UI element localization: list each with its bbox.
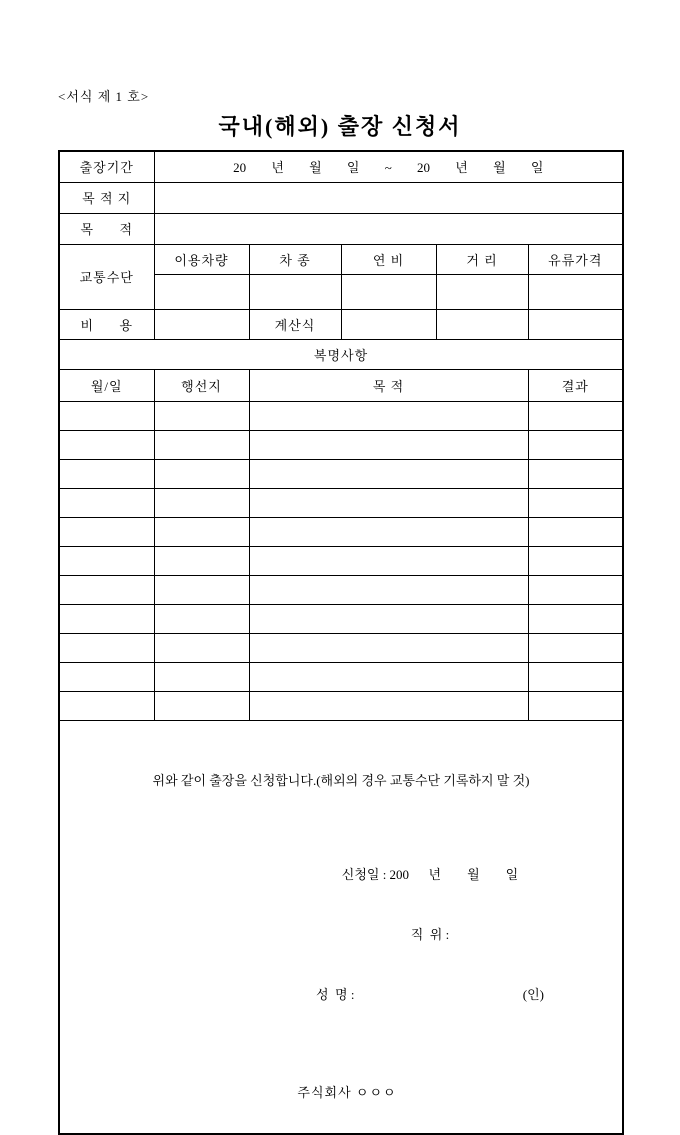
trip-period-label: 출장기간 — [59, 151, 154, 182]
cost-formula-cell-3 — [528, 309, 623, 339]
entry-date-cell — [59, 604, 154, 633]
entry-destination-cell — [154, 691, 249, 720]
transport-label: 교통수단 — [59, 244, 154, 309]
entry-destination-cell — [154, 401, 249, 430]
entry-result-cell — [528, 488, 623, 517]
transport-vehicle-cell — [154, 274, 249, 309]
entry-destination-cell — [154, 546, 249, 575]
entry-date-cell — [59, 575, 154, 604]
transport-header-row — [59, 244, 623, 274]
report-section-title: 복명사항 — [59, 339, 623, 369]
transport-model-cell — [249, 274, 341, 309]
destination-value-cell — [154, 182, 623, 213]
trip-period-row — [59, 151, 623, 182]
transport-col-model: 차 종 — [249, 244, 341, 274]
entry-result-cell — [528, 662, 623, 691]
cost-row — [59, 309, 623, 339]
entry-purpose-cell — [249, 633, 528, 662]
entry-row — [59, 401, 623, 430]
entry-row — [59, 488, 623, 517]
transport-fuel-price-cell — [528, 274, 623, 309]
entry-row — [59, 517, 623, 546]
application-date-line: 신청일 : 200 년 월 일 — [341, 866, 519, 882]
entry-date-cell — [59, 459, 154, 488]
entry-destination-cell — [154, 430, 249, 459]
detail-col-purpose: 목 적 — [249, 369, 528, 401]
entry-result-cell — [528, 546, 623, 575]
form-number: <서식 제 1 호> — [58, 89, 150, 104]
entry-result-cell — [528, 604, 623, 633]
entry-date-cell — [59, 488, 154, 517]
entry-date-cell — [59, 662, 154, 691]
trip-period-value: 20 년 월 일 ~ 20 년 월 일 — [154, 151, 623, 182]
entry-purpose-cell — [249, 517, 528, 546]
detail-header-row — [59, 369, 623, 401]
detail-col-destination: 행선지 — [154, 369, 249, 401]
entry-result-cell — [528, 401, 623, 430]
entry-purpose-cell — [249, 575, 528, 604]
transport-distance-cell — [436, 274, 528, 309]
cost-label: 비 용 — [59, 309, 154, 339]
report-section-row — [59, 339, 623, 369]
entry-row — [59, 459, 623, 488]
entry-row — [59, 575, 623, 604]
page-title: 국내(해외) 출장 신청서 — [218, 114, 462, 139]
entry-destination-cell — [154, 633, 249, 662]
destination-label: 목 적 지 — [59, 182, 154, 213]
trip-application-table — [58, 150, 624, 1135]
declaration-text: 위와 같이 출장을 신청합니다.(해외의 경우 교통수단 기록하지 말 것) — [152, 772, 530, 788]
entry-purpose-cell — [249, 488, 528, 517]
entry-result-cell — [528, 691, 623, 720]
cost-formula-cell-1 — [341, 309, 436, 339]
entry-purpose-cell — [249, 546, 528, 575]
entry-date-cell — [59, 401, 154, 430]
entry-destination-cell — [154, 459, 249, 488]
position-line: 직 위 : — [410, 926, 450, 942]
entry-destination-cell — [154, 604, 249, 633]
entry-date-cell — [59, 517, 154, 546]
cost-formula-cell-2 — [436, 309, 528, 339]
signature-row — [59, 720, 623, 1134]
detail-col-result: 결과 — [528, 369, 623, 401]
entry-purpose-cell — [249, 430, 528, 459]
entry-result-cell — [528, 459, 623, 488]
entry-row — [59, 430, 623, 459]
cost-formula-label: 계산식 — [249, 309, 341, 339]
purpose-label: 목 적 — [59, 213, 154, 244]
entry-result-cell — [528, 633, 623, 662]
entry-date-cell — [59, 546, 154, 575]
entry-purpose-cell — [249, 691, 528, 720]
seal-label: (인) — [522, 986, 544, 1002]
entry-purpose-cell — [249, 401, 528, 430]
company-name: 주식회사 ㅇㅇㅇ — [297, 1084, 397, 1100]
purpose-row — [59, 213, 623, 244]
entry-row — [59, 662, 623, 691]
entry-row — [59, 691, 623, 720]
signature-block — [316, 825, 544, 1045]
signature-cell — [59, 720, 623, 1134]
entry-result-cell — [528, 517, 623, 546]
destination-row — [59, 182, 623, 213]
cost-value-cell — [154, 309, 249, 339]
entry-row — [59, 546, 623, 575]
name-label: 성 명 : — [316, 986, 355, 1002]
name-line — [316, 985, 544, 1005]
entry-row — [59, 633, 623, 662]
transport-col-fuel-efficiency: 연 비 — [341, 244, 436, 274]
entry-purpose-cell — [249, 604, 528, 633]
entry-date-cell — [59, 633, 154, 662]
entry-destination-cell — [154, 662, 249, 691]
detail-col-date: 월/일 — [59, 369, 154, 401]
transport-col-vehicle: 이용차량 — [154, 244, 249, 274]
transport-fuel-efficiency-cell — [341, 274, 436, 309]
entry-destination-cell — [154, 575, 249, 604]
entry-date-cell — [59, 691, 154, 720]
entry-purpose-cell — [249, 662, 528, 691]
entry-result-cell — [528, 430, 623, 459]
entry-date-cell — [59, 430, 154, 459]
purpose-value-cell — [154, 213, 623, 244]
transport-col-fuel-price: 유류가격 — [528, 244, 623, 274]
transport-col-distance: 거 리 — [436, 244, 528, 274]
entry-row — [59, 604, 623, 633]
entry-destination-cell — [154, 517, 249, 546]
entry-result-cell — [528, 575, 623, 604]
entry-purpose-cell — [249, 459, 528, 488]
entry-destination-cell — [154, 488, 249, 517]
